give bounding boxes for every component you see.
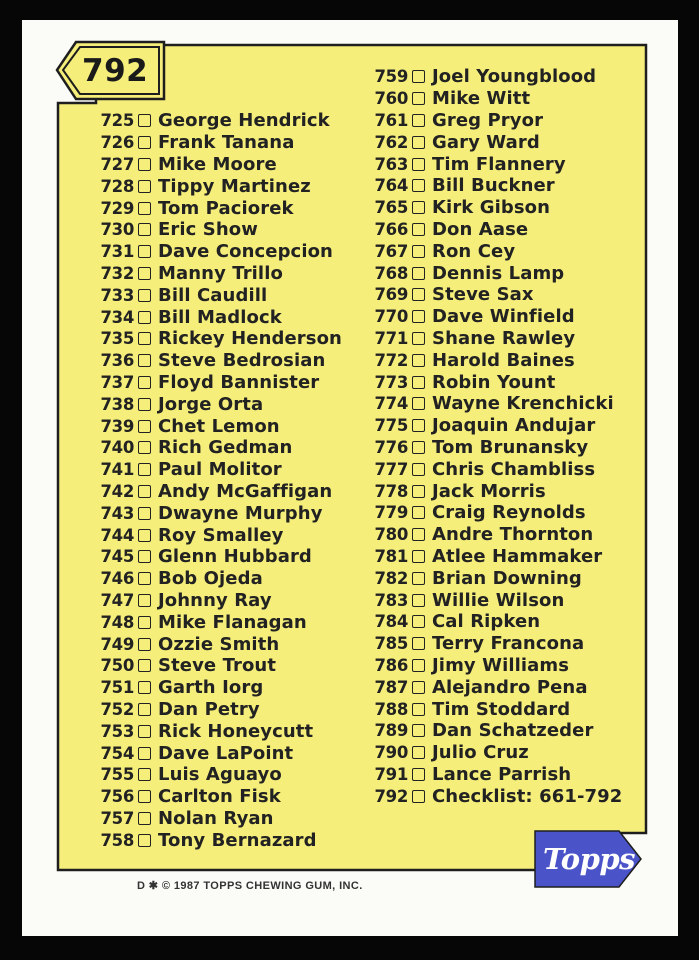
player-name: Steve Trout xyxy=(158,655,277,677)
checkbox[interactable] xyxy=(412,528,425,541)
card-number-label: 777 xyxy=(374,459,408,479)
checklist-item xyxy=(94,786,342,808)
card-number-label: 729 xyxy=(100,198,134,218)
checklist-item xyxy=(368,306,622,328)
card-number-label: 767 xyxy=(374,241,408,261)
checkbox[interactable] xyxy=(138,594,151,607)
card-number-label: 726 xyxy=(100,133,134,153)
checkbox[interactable] xyxy=(412,506,425,519)
player-name: Garth Iorg xyxy=(158,677,264,699)
checklist-item xyxy=(94,132,342,154)
card-number-label: 791 xyxy=(374,764,408,784)
card-number-label: 763 xyxy=(374,154,408,174)
card-number-label: 758 xyxy=(100,830,134,850)
checkbox[interactable] xyxy=(412,376,425,389)
checkbox[interactable] xyxy=(412,288,425,301)
checkbox[interactable] xyxy=(412,659,425,672)
checkbox[interactable] xyxy=(138,703,151,716)
checkbox[interactable] xyxy=(138,725,151,738)
checkbox[interactable] xyxy=(138,202,151,215)
card-number-label: 790 xyxy=(374,743,408,763)
card-number-label: 785 xyxy=(374,634,408,654)
card-number-label: 745 xyxy=(100,547,134,567)
checklist-item xyxy=(94,829,342,851)
checkbox[interactable] xyxy=(412,332,425,345)
player-name: Carlton Fisk xyxy=(158,786,281,808)
player-name: Glenn Hubbard xyxy=(158,546,312,568)
checkbox[interactable] xyxy=(138,790,151,803)
card-number-label: 783 xyxy=(374,590,408,610)
checklist-item xyxy=(368,131,622,153)
checkbox[interactable] xyxy=(138,223,151,236)
checkbox[interactable] xyxy=(412,746,425,759)
checklist-item xyxy=(368,655,622,677)
player-name: Mike Witt xyxy=(432,88,531,110)
checkbox[interactable] xyxy=(138,267,151,280)
checklist-item xyxy=(94,699,342,721)
card-number-label: 753 xyxy=(100,721,134,741)
player-name: Andre Thornton xyxy=(432,524,594,546)
player-name: Joaquin Andujar xyxy=(432,415,596,437)
card-number-label: 769 xyxy=(374,285,408,305)
player-name: Roy Smalley xyxy=(158,524,284,546)
checklist-item xyxy=(368,219,622,241)
checklist-item xyxy=(368,371,622,393)
player-name: Rickey Henderson xyxy=(158,328,342,350)
checkbox[interactable] xyxy=(412,615,425,628)
card-number-label: 746 xyxy=(100,569,134,589)
player-name: Tim Flannery xyxy=(432,153,566,175)
checkbox[interactable] xyxy=(412,70,425,83)
checklist-item xyxy=(94,284,342,306)
checkbox[interactable] xyxy=(412,550,425,563)
checklist-item xyxy=(94,415,342,437)
card-number-label: 731 xyxy=(100,242,134,262)
player-name: Nolan Ryan xyxy=(158,807,274,829)
checkbox[interactable] xyxy=(412,158,425,171)
card-number-label: 737 xyxy=(100,372,134,392)
player-name: Mike Flanagan xyxy=(158,611,307,633)
card-number-label: 755 xyxy=(100,765,134,785)
checklist-item xyxy=(94,306,342,328)
checklist-item xyxy=(368,328,622,350)
player-name: Robin Yount xyxy=(432,371,556,393)
player-name: Tony Bernazard xyxy=(158,829,317,851)
player-name: Dan Schatzeder xyxy=(432,720,594,742)
checkbox[interactable] xyxy=(138,747,151,760)
player-name: Cal Ripken xyxy=(432,611,541,633)
card-number-label: 730 xyxy=(100,220,134,240)
card-number-label: 741 xyxy=(100,460,134,480)
player-name: Tom Brunansky xyxy=(432,436,589,458)
checklist-item xyxy=(368,175,622,197)
player-name: Tim Stoddard xyxy=(432,698,571,720)
card-number-label: 736 xyxy=(100,351,134,371)
player-name: Brian Downing xyxy=(432,567,582,589)
player-name: Tippy Martinez xyxy=(158,175,311,197)
checkbox[interactable] xyxy=(412,354,425,367)
card-number-label: 725 xyxy=(100,111,134,131)
checkbox[interactable] xyxy=(138,659,151,672)
checkbox[interactable] xyxy=(138,354,151,367)
checklist-item xyxy=(368,611,622,633)
player-name: George Hendrick xyxy=(158,110,330,132)
card-number-label: 775 xyxy=(374,416,408,436)
checklist-item xyxy=(94,372,342,394)
checklist-item xyxy=(368,589,622,611)
checkbox[interactable] xyxy=(138,420,151,433)
player-name: Dave Winfield xyxy=(432,306,575,328)
player-name: Kirk Gibson xyxy=(432,197,551,219)
card-number-label: 743 xyxy=(100,503,134,523)
card-number-label: 766 xyxy=(374,219,408,239)
checklist-item xyxy=(94,611,342,633)
player-name: Ozzie Smith xyxy=(158,633,280,655)
player-name: Frank Tanana xyxy=(158,132,295,154)
card-number-label: 732 xyxy=(100,263,134,283)
checkbox[interactable] xyxy=(412,419,425,432)
checkbox[interactable] xyxy=(412,245,425,258)
checklist-item xyxy=(94,437,342,459)
player-name: Manny Trillo xyxy=(158,262,283,284)
card-number-label: 772 xyxy=(374,350,408,370)
card-number-label: 759 xyxy=(374,67,408,87)
checklist-item xyxy=(368,785,622,807)
player-name: Wayne Krenchicki xyxy=(432,393,614,415)
card-number-label: 735 xyxy=(100,329,134,349)
player-name: Rich Gedman xyxy=(158,437,293,459)
checkbox[interactable] xyxy=(412,681,425,694)
checklist-item xyxy=(94,350,342,372)
checklist-item xyxy=(368,66,622,88)
checklist-item xyxy=(368,262,622,284)
checklist-item xyxy=(368,676,622,698)
checklist-item xyxy=(368,764,622,786)
checklist-item xyxy=(368,698,622,720)
player-name: Chet Lemon xyxy=(158,415,280,437)
checkbox[interactable] xyxy=(138,681,151,694)
player-name: Gary Ward xyxy=(432,131,540,153)
card-number-label: 752 xyxy=(100,699,134,719)
checkbox[interactable] xyxy=(412,703,425,716)
checklist-item xyxy=(94,546,342,568)
checkbox[interactable] xyxy=(138,485,151,498)
card-number-label: 727 xyxy=(100,154,134,174)
checkbox[interactable] xyxy=(138,136,151,149)
checklist-item xyxy=(94,175,342,197)
card-number-label: 750 xyxy=(100,656,134,676)
checklist-item xyxy=(94,197,342,219)
checklist-item xyxy=(94,502,342,524)
player-name: Harold Baines xyxy=(432,349,575,371)
player-name: Paul Molitor xyxy=(158,459,282,481)
checklist-item xyxy=(94,633,342,655)
checkbox[interactable] xyxy=(138,616,151,629)
checkbox[interactable] xyxy=(138,507,151,520)
checklist-item xyxy=(94,459,342,481)
player-name: Alejandro Pena xyxy=(432,676,588,698)
checklist-item xyxy=(368,480,622,502)
card-number-label: 779 xyxy=(374,503,408,523)
checklist-item xyxy=(94,241,342,263)
card-number-label: 738 xyxy=(100,394,134,414)
player-name: Joel Youngblood xyxy=(432,66,597,88)
player-name: Dave LaPoint xyxy=(158,742,294,764)
checkbox[interactable] xyxy=(138,572,151,585)
player-name: Tom Paciorek xyxy=(158,197,294,219)
card-number-label: 764 xyxy=(374,176,408,196)
player-name: Andy McGaffigan xyxy=(158,480,333,502)
player-name: Lance Parrish xyxy=(432,763,572,785)
checklist-item xyxy=(368,720,622,742)
player-name: Rick Honeycutt xyxy=(158,720,314,742)
card-number-label: 757 xyxy=(100,808,134,828)
card-number-label: 761 xyxy=(374,110,408,130)
checklist-item xyxy=(368,502,622,524)
checklist-item xyxy=(368,349,622,371)
player-name: Steve Sax xyxy=(432,284,534,306)
checklist-item xyxy=(94,524,342,546)
checkbox[interactable] xyxy=(138,529,151,542)
player-name: Willie Wilson xyxy=(432,589,565,611)
checkbox[interactable] xyxy=(412,114,425,127)
player-name: Terry Francona xyxy=(432,633,585,655)
card-number-label: 739 xyxy=(100,416,134,436)
player-name: Ron Cey xyxy=(432,240,516,262)
player-name: Jack Morris xyxy=(432,480,546,502)
checkbox[interactable] xyxy=(412,790,425,803)
checklist-item xyxy=(368,742,622,764)
checklist-item xyxy=(94,808,342,830)
player-name: Atlee Hammaker xyxy=(432,545,603,567)
card-number-label: 784 xyxy=(374,612,408,632)
card-number-label: 781 xyxy=(374,546,408,566)
checkbox[interactable] xyxy=(138,441,151,454)
player-name: Don Aase xyxy=(432,218,529,240)
player-name: Dennis Lamp xyxy=(432,262,565,284)
checklist-item xyxy=(368,437,622,459)
checkbox[interactable] xyxy=(138,812,151,825)
checklist-column-left xyxy=(94,110,342,851)
checkbox[interactable] xyxy=(138,834,151,847)
checkbox[interactable] xyxy=(138,158,151,171)
card-number-label: 771 xyxy=(374,328,408,348)
checkbox[interactable] xyxy=(412,724,425,737)
checkbox[interactable] xyxy=(138,550,151,563)
checkbox[interactable] xyxy=(412,397,425,410)
player-name: Bob Ojeda xyxy=(158,568,263,590)
player-name: Julio Cruz xyxy=(432,742,529,764)
checkbox[interactable] xyxy=(138,398,151,411)
checklist-item xyxy=(94,328,342,350)
checkbox[interactable] xyxy=(412,485,425,498)
checkbox[interactable] xyxy=(412,441,425,454)
card-number-label: 754 xyxy=(100,743,134,763)
card-number-label: 765 xyxy=(374,198,408,218)
checkbox[interactable] xyxy=(412,201,425,214)
checklist-item xyxy=(94,219,342,241)
checkbox[interactable] xyxy=(138,376,151,389)
player-name: Craig Reynolds xyxy=(432,502,586,524)
checkbox[interactable] xyxy=(138,638,151,651)
checkbox[interactable] xyxy=(412,92,425,105)
checkbox[interactable] xyxy=(138,289,151,302)
checklist-item xyxy=(368,546,622,568)
player-name: Jimy Williams xyxy=(432,654,570,676)
card-number-label: 774 xyxy=(374,394,408,414)
card-number-label: 734 xyxy=(100,307,134,327)
checkbox[interactable] xyxy=(412,223,425,236)
checkbox[interactable] xyxy=(138,180,151,193)
player-name: Dave Concepcion xyxy=(158,241,333,263)
checkbox[interactable] xyxy=(138,332,151,345)
card-number-label: 787 xyxy=(374,677,408,697)
player-name: Bill Madlock xyxy=(158,306,282,328)
card-number: 792 xyxy=(82,53,149,89)
card-number-label: 780 xyxy=(374,525,408,545)
checklist-column-right xyxy=(368,66,622,807)
checkbox[interactable] xyxy=(138,463,151,476)
checklist-item xyxy=(94,568,342,590)
card-number-label: 728 xyxy=(100,176,134,196)
checkbox[interactable] xyxy=(138,311,151,324)
checkbox[interactable] xyxy=(138,245,151,258)
checklist-item xyxy=(94,481,342,503)
checklist-item xyxy=(368,633,622,655)
card-number-label: 782 xyxy=(374,568,408,588)
checklist-item xyxy=(94,590,342,612)
checklist-item xyxy=(94,655,342,677)
checklist-item xyxy=(368,284,622,306)
player-name: Johnny Ray xyxy=(158,589,272,611)
checkbox[interactable] xyxy=(412,179,425,192)
checklist-item xyxy=(368,415,622,437)
card-number-label: 773 xyxy=(374,372,408,392)
card-number-label: 742 xyxy=(100,481,134,501)
checklist-item xyxy=(368,153,622,175)
checkbox[interactable] xyxy=(138,114,151,127)
checklist-item xyxy=(94,393,342,415)
checklist-item xyxy=(94,742,342,764)
checklist-item xyxy=(94,764,342,786)
player-name: Bill Caudill xyxy=(158,284,268,306)
card-number-label: 762 xyxy=(374,132,408,152)
card-number-label: 776 xyxy=(374,437,408,457)
checkbox[interactable] xyxy=(412,267,425,280)
card-number-label: 768 xyxy=(374,263,408,283)
player-name: Floyd Bannister xyxy=(158,371,320,393)
player-name: Checklist: 661-792 xyxy=(432,785,623,807)
card-number-label: 744 xyxy=(100,525,134,545)
checklist-item xyxy=(94,720,342,742)
card-number-label: 792 xyxy=(374,786,408,806)
player-name: Greg Pryor xyxy=(432,109,544,131)
checklist-item xyxy=(368,240,622,262)
card-number-label: 760 xyxy=(374,89,408,109)
card-number-label: 740 xyxy=(100,438,134,458)
player-name: Jorge Orta xyxy=(158,393,264,415)
checklist-item xyxy=(94,110,342,132)
copyright-line: D ✱ © 1987 TOPPS CHEWING GUM, INC. xyxy=(137,880,363,892)
checkbox[interactable] xyxy=(412,463,425,476)
checkbox[interactable] xyxy=(412,768,425,781)
card-number-label: 789 xyxy=(374,721,408,741)
player-name: Luis Aguayo xyxy=(158,764,282,786)
card-number-label: 756 xyxy=(100,787,134,807)
player-name: Steve Bedrosian xyxy=(158,350,326,372)
player-name: Mike Moore xyxy=(158,153,277,175)
checklist-item xyxy=(368,458,622,480)
player-name: Shane Rawley xyxy=(432,327,576,349)
checklist-item xyxy=(368,393,622,415)
card-number-label: 733 xyxy=(100,285,134,305)
checklist-item xyxy=(94,677,342,699)
checklist-item xyxy=(368,110,622,132)
player-name: Chris Chambliss xyxy=(432,458,596,480)
card-number-label: 770 xyxy=(374,307,408,327)
checkbox[interactable] xyxy=(412,572,425,585)
checkbox[interactable] xyxy=(412,594,425,607)
checklist-item xyxy=(94,263,342,285)
checklist-item xyxy=(368,197,622,219)
player-name: Dan Petry xyxy=(158,698,260,720)
checklist-item xyxy=(368,567,622,589)
player-name: Eric Show xyxy=(158,219,258,241)
topps-logo-text: Topps xyxy=(543,842,635,876)
player-name: Dwayne Murphy xyxy=(158,502,323,524)
card-number-label: 786 xyxy=(374,655,408,675)
checklist-item xyxy=(94,154,342,176)
card-number-label: 747 xyxy=(100,590,134,610)
checkbox[interactable] xyxy=(412,637,425,650)
card-number-label: 749 xyxy=(100,634,134,654)
card-number-label: 788 xyxy=(374,699,408,719)
card-number-label: 748 xyxy=(100,612,134,632)
checkbox[interactable] xyxy=(412,136,425,149)
checkbox[interactable] xyxy=(412,310,425,323)
card-number-label: 778 xyxy=(374,481,408,501)
checklist-item xyxy=(368,524,622,546)
card-number-label: 751 xyxy=(100,678,134,698)
checkbox[interactable] xyxy=(138,768,151,781)
player-name: Bill Buckner xyxy=(432,175,555,197)
checklist-item xyxy=(368,88,622,110)
